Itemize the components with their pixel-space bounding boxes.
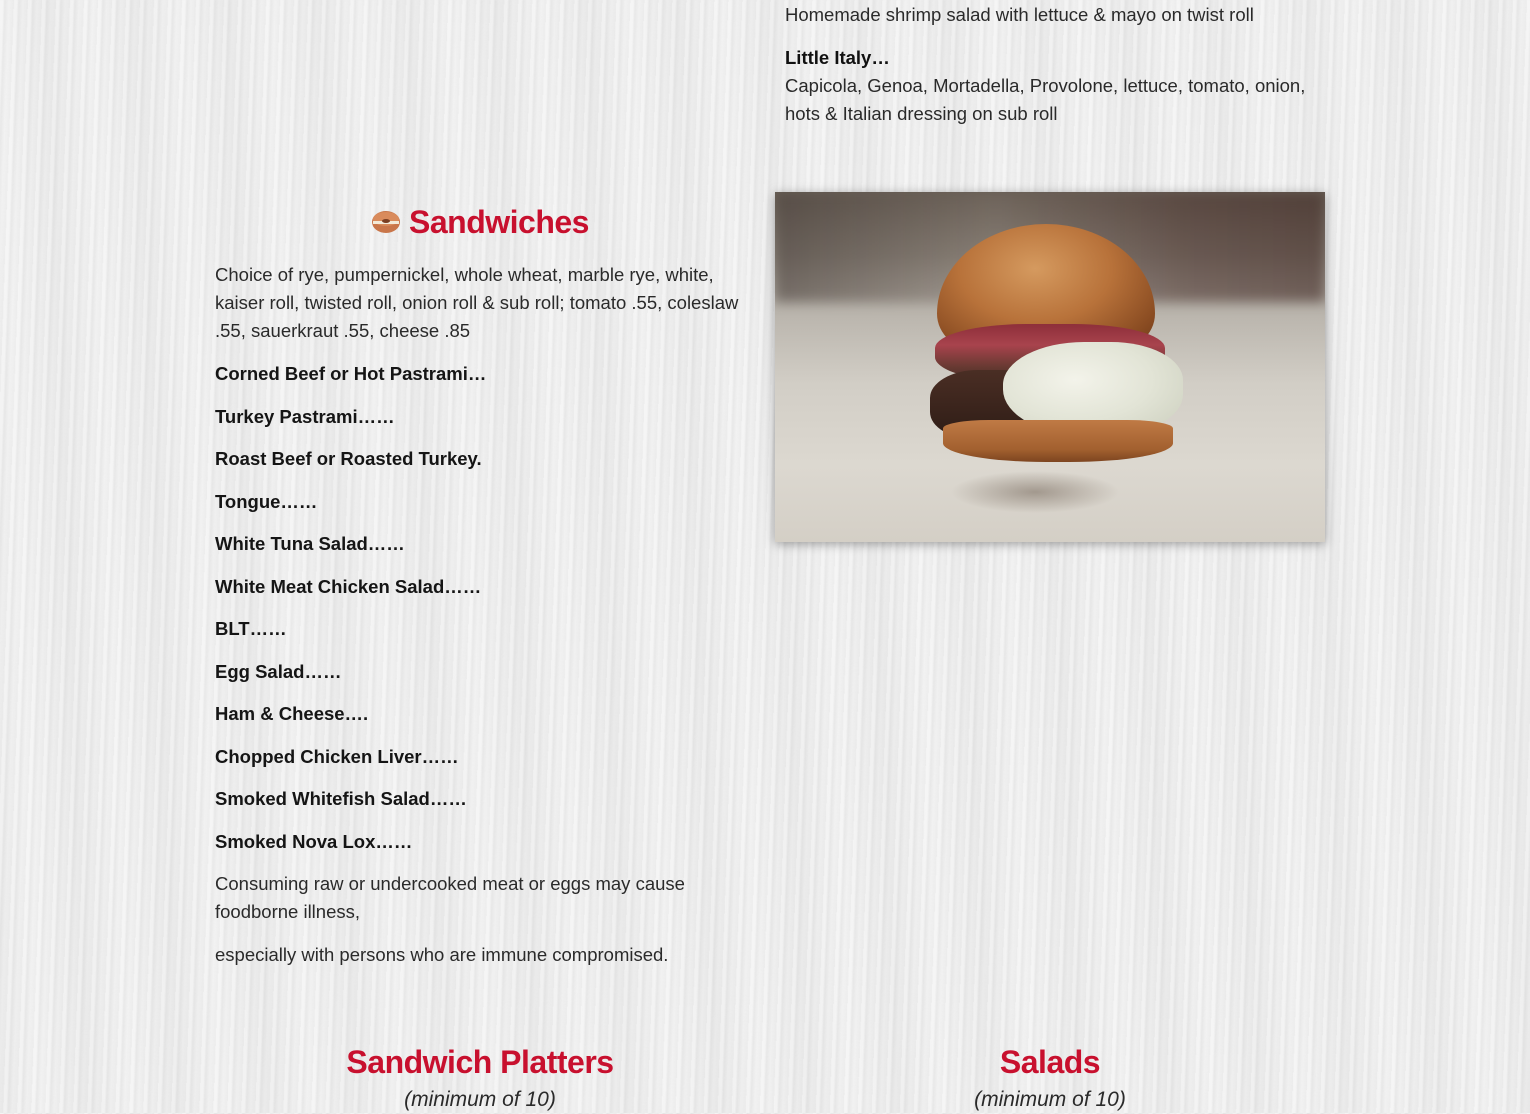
bagel-icon: [371, 202, 401, 228]
food-safety-warning-continued: especially with persons who are immune compromised.: [215, 944, 669, 965]
shrimp-salad-description: Homemade shrimp salad with lettuce & mayo on twist roll: [785, 4, 1254, 25]
salads-minimum: (minimum of 10): [974, 1088, 1126, 1111]
menu-item: Ham & Cheese….: [215, 703, 369, 724]
menu-item: Smoked Nova Lox……: [215, 830, 413, 852]
little-italy-item-title: Little Italy…: [785, 47, 890, 68]
sandwich-menu-list: [215, 261, 745, 969]
sandwich-platters-minimum: (minimum of 10): [404, 1088, 556, 1111]
salads-heading: Salads: [999, 1044, 1101, 1080]
photo-bun-bottom: [943, 420, 1173, 462]
menu-item: White Meat Chicken Salad……: [215, 575, 482, 597]
sandwiches-heading-text: Sandwiches: [409, 204, 589, 240]
menu-item: Chopped Chicken Liver……: [215, 745, 459, 767]
sandwich-platters-heading: Sandwich Platters: [346, 1044, 614, 1080]
little-italy-description: Capicola, Genoa, Mortadella, Provolone, lettuce, tomato, onion, hots & Italian dressing on sub roll: [785, 75, 1306, 124]
menu-item: Tongue……: [215, 490, 318, 512]
menu-item: Smoked Whitefish Salad……: [215, 788, 467, 809]
menu-item: Corned Beef or Hot Pastrami…: [215, 363, 487, 384]
menu-item: Turkey Pastrami……: [215, 405, 395, 427]
menu-item: BLT……: [215, 618, 287, 639]
menu-item: Roast Beef or Roasted Turkey.: [215, 448, 482, 469]
sandwich-bread-options: Choice of rye, pumpernickel, whole wheat, marble rye, white, kaiser roll, twisted roll, onion roll & sub roll; tomato .55, coleslaw .55, sauerkraut .55, cheese .85: [215, 264, 739, 341]
menu-item: Egg Salad……: [215, 660, 342, 682]
menu-item: White Tuna Salad……: [215, 533, 405, 554]
sandwiches-heading: [215, 200, 745, 244]
pastrami-sandwich-photo: [775, 192, 1325, 542]
food-safety-warning: Consuming raw or undercooked meat or eggs may cause foodborne illness,: [215, 873, 685, 922]
